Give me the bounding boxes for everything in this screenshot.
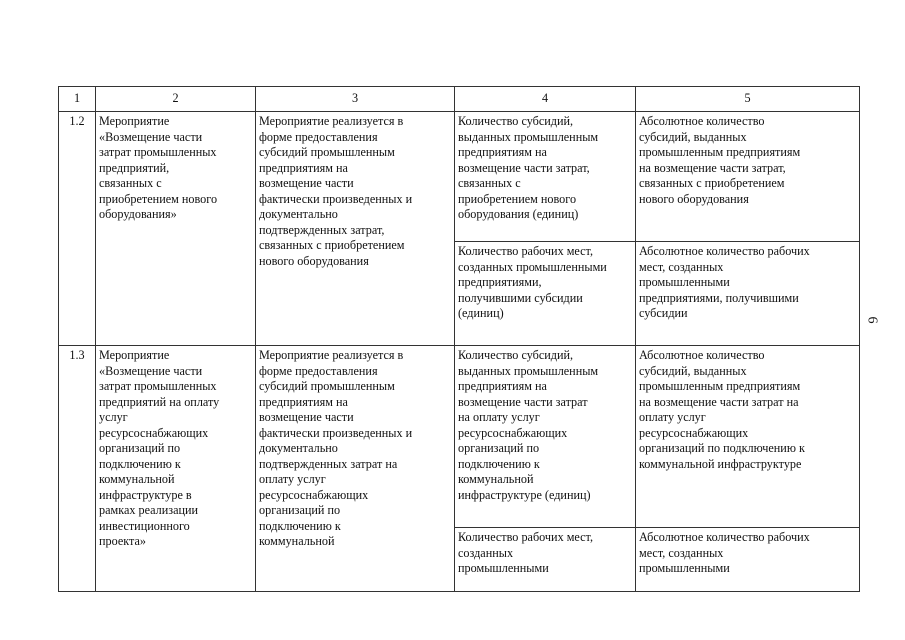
- indicator-line: получившими субсидии: [458, 290, 583, 305]
- indicator-line: Количество рабочих мест,: [458, 530, 594, 544]
- mechanism-line: связанных с приобретением: [259, 238, 405, 252]
- mechanism-line: предприятиям на: [259, 394, 348, 409]
- indicator-line: оборудования (единиц): [458, 207, 579, 221]
- indicator-line: Количество субсидий,: [458, 348, 574, 362]
- event-name-line: Мероприятие: [99, 114, 170, 128]
- mechanism-line: Мероприятие реализуется в: [259, 114, 404, 128]
- event-name-line: коммунальной: [99, 472, 175, 486]
- indicator-line: созданных: [458, 545, 514, 560]
- indicator-cell: [455, 112, 636, 242]
- indicator-line: инфраструктуре (единиц): [458, 487, 591, 502]
- event-name-cell: [96, 346, 256, 592]
- indicator-line: возмещение части затрат,: [458, 160, 590, 175]
- indicator-line: на оплату услуг: [458, 410, 540, 424]
- calculation-method-line: мест, созданных: [639, 545, 724, 560]
- mechanism-line: Мероприятие реализуется в: [259, 348, 404, 362]
- column-header: 4: [455, 87, 636, 112]
- mechanism-line: документально: [259, 441, 338, 455]
- calculation-method-cell: [636, 346, 860, 528]
- event-name-line: предприятий,: [99, 160, 170, 175]
- table-row: [59, 346, 860, 528]
- indicator-line: Количество субсидий,: [458, 114, 574, 128]
- mechanism-line: возмещение части: [259, 176, 354, 190]
- calculation-method-line: оплату услуг: [639, 410, 706, 424]
- mechanism-cell: [256, 112, 455, 346]
- event-name-line: оборудования»: [99, 207, 177, 221]
- calculation-method-line: субсидии: [639, 306, 688, 320]
- indicator-line: коммунальной: [458, 472, 534, 486]
- indicator-cell: [455, 346, 636, 528]
- calculation-method-line: предприятиями, получившими: [639, 290, 799, 305]
- event-name-line: услуг: [99, 410, 128, 424]
- indicator-cell: [455, 242, 636, 346]
- event-name-line: «Возмещение части: [99, 129, 203, 144]
- calculation-method-line: на возмещение части затрат на: [639, 394, 799, 409]
- calculation-method-cell: [636, 242, 860, 346]
- calculation-method-line: промышленным предприятиям: [639, 145, 801, 159]
- indicator-cell: [455, 528, 636, 592]
- indicator-line: предприятиям на: [458, 379, 547, 393]
- measures-table: [58, 86, 860, 592]
- item-number: 1.2: [59, 112, 96, 346]
- calculation-method-line: Абсолютное количество рабочих: [639, 244, 810, 258]
- indicator-line: организаций по: [458, 441, 540, 455]
- event-name-line: затрат промышленных: [99, 379, 217, 393]
- calculation-method-line: Абсолютное количество: [639, 114, 765, 128]
- event-name-line: Мероприятие: [99, 348, 170, 362]
- indicator-line: ресурсоснабжающих: [458, 425, 568, 440]
- calculation-method-line: промышленными: [639, 561, 730, 575]
- mechanism-line: коммунальной: [259, 534, 335, 548]
- column-header: 1: [59, 87, 96, 112]
- event-name-line: предприятий на оплату: [99, 394, 220, 409]
- event-name-line: инфраструктуре в: [99, 487, 192, 502]
- mechanism-line: форме предоставления: [259, 363, 378, 378]
- mechanism-line: субсидий промышленным: [259, 379, 395, 393]
- table-row: [59, 112, 860, 242]
- indicator-line: возмещение части затрат: [458, 394, 588, 409]
- event-name-cell: [96, 112, 256, 346]
- mechanism-line: подключению к: [259, 518, 341, 533]
- calculation-method-line: нового оборудования: [639, 191, 749, 206]
- indicator-line: предприятиями,: [458, 275, 542, 289]
- calculation-method-line: промышленными: [639, 275, 730, 289]
- event-name-line: рамках реализации: [99, 503, 199, 517]
- event-name-line: приобретением нового: [99, 191, 218, 206]
- calculation-method-line: ресурсоснабжающих: [639, 425, 749, 440]
- calculation-method-line: субсидий, выданных: [639, 129, 747, 144]
- event-name-line: связанных с: [99, 176, 162, 190]
- event-name-line: организаций по: [99, 441, 181, 455]
- event-name-line: подключению к: [99, 456, 181, 471]
- calculation-method-line: промышленным предприятиям: [639, 379, 801, 393]
- indicator-line: предприятиям на: [458, 145, 547, 159]
- mechanism-line: подтвержденных затрат на: [259, 456, 398, 471]
- event-name-line: инвестиционного: [99, 518, 190, 533]
- calculation-method-line: коммунальной инфраструктуре: [639, 456, 802, 471]
- indicator-line: промышленными: [458, 561, 549, 575]
- calculation-method-line: мест, созданных: [639, 259, 724, 274]
- mechanism-line: предприятиям на: [259, 160, 348, 175]
- calculation-method-line: на возмещение части затрат,: [639, 160, 786, 175]
- mechanism-cell: [256, 346, 455, 592]
- calculation-method-cell: [636, 528, 860, 592]
- calculation-method-cell: [636, 112, 860, 242]
- calculation-method-line: Абсолютное количество: [639, 348, 765, 362]
- header-row: [59, 87, 860, 112]
- indicator-line: Количество рабочих мест,: [458, 244, 594, 258]
- item-number: 1.3: [59, 346, 96, 592]
- indicator-line: выданных промышленным: [458, 363, 599, 378]
- column-header: 5: [636, 87, 860, 112]
- mechanism-line: ресурсоснабжающих: [259, 487, 369, 502]
- calculation-method-line: субсидий, выданных: [639, 363, 747, 378]
- indicator-line: выданных промышленным: [458, 129, 599, 144]
- indicator-line: подключению к: [458, 456, 540, 471]
- indicator-line: приобретением нового: [458, 191, 577, 206]
- indicator-line: созданных промышленными: [458, 259, 607, 274]
- mechanism-line: субсидий промышленным: [259, 145, 395, 159]
- mechanism-line: документально: [259, 207, 338, 221]
- mechanism-line: фактически произведенных и: [259, 191, 413, 206]
- mechanism-line: возмещение части: [259, 410, 354, 424]
- calculation-method-line: организаций по подключению к: [639, 441, 805, 455]
- mechanism-line: нового оборудования: [259, 253, 369, 268]
- event-name-line: «Возмещение части: [99, 363, 203, 378]
- event-name-line: затрат промышленных: [99, 145, 217, 159]
- event-name-line: ресурсоснабжающих: [99, 425, 209, 440]
- mechanism-line: форме предоставления: [259, 129, 378, 144]
- calculation-method-line: Абсолютное количество рабочих: [639, 530, 810, 544]
- mechanism-line: подтвержденных затрат,: [259, 222, 385, 237]
- calculation-method-line: связанных с приобретением: [639, 176, 785, 190]
- mechanism-line: оплату услуг: [259, 472, 326, 486]
- page-number: 6: [864, 316, 880, 324]
- mechanism-line: фактически произведенных и: [259, 425, 413, 440]
- column-header: 2: [96, 87, 256, 112]
- indicator-line: (единиц): [458, 306, 504, 320]
- event-name-line: проекта»: [99, 534, 147, 548]
- column-header: 3: [256, 87, 455, 112]
- indicator-line: связанных с: [458, 176, 521, 190]
- mechanism-line: организаций по: [259, 503, 341, 517]
